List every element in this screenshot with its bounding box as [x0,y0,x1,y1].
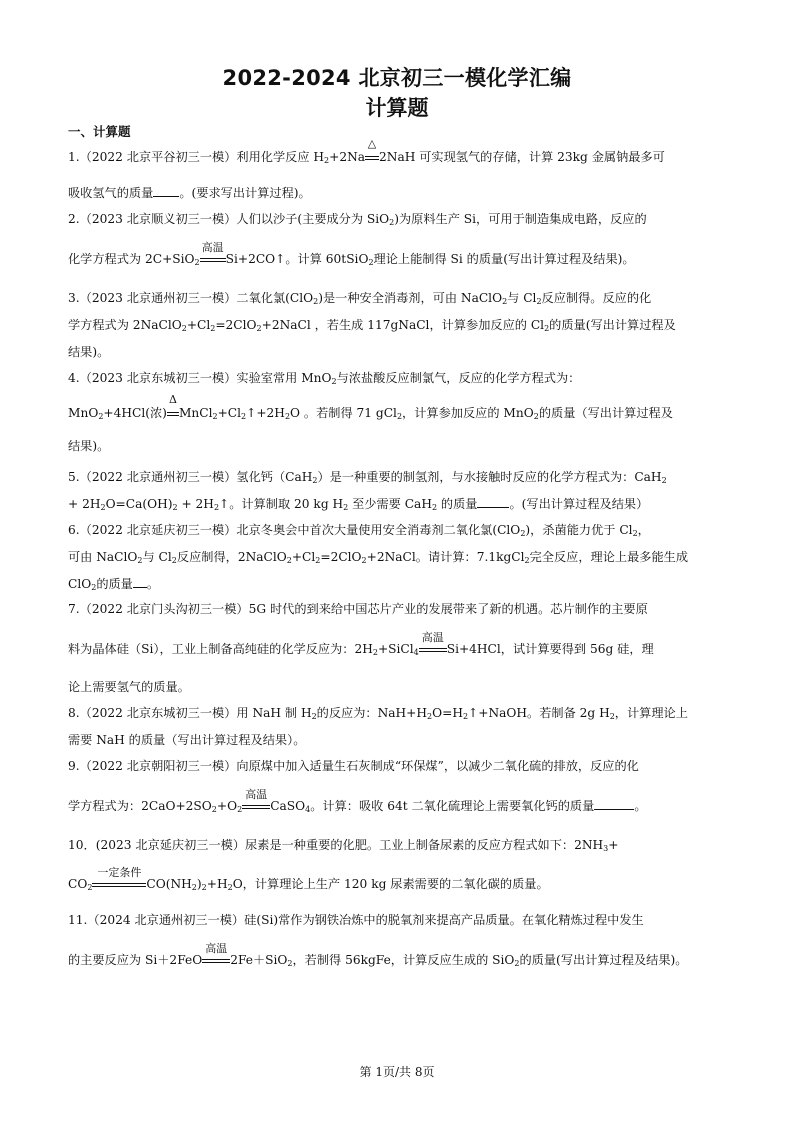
page-footer: 第 1页/共 8页 [359,1065,435,1079]
document-page: 2022-2024 北京初三一模化学汇编 计算题 一、计算题 1.（2022 北京平谷初三一模）利用化学反应 $H_2+2Na$ △ 2NaH 可实现氢气的存储，计算 23kg 金属钠最多可 吸收氢气的质量 。(要求写出计算过程)。 2.（2023 北京顺义初三一模）人们以沙子(主要成分为 SiO$_2$)为原料生产 Si，可用于制造集成电路，反应的 化学方程式为 2C+SiO$_2$ 高温 Si+2CO↑。计算 60tSiO$_2$理论上能制得 Si 的质量(写出计算过程及结果)。 3.（2023 北京通州初三一模）二氧化氯(ClO$_2$)是一种安全消毒剂，可由 NaClO$_2$与 $Cl_2$反应制得。反应的化 学方程式为 $2NaClO_2+Cl_2=2ClO_2+2NaCl$ ，若生成 117gNaCl，计算参加反应的 $Cl_2$的质量(写出计算过程及 结果)。 4.（2023 北京东城初三一模）实验室常用 MnO$_2$与浓盐酸反应制氯气，反应的化学方程式为： MnO$_2$+4HCl(浓) Δ $MnCl_2+Cl_2↑+2H_2O$ 。若制得 71 gCl$_2$，计算参加反应的 MnO$_2$的质量（写出计算过程及 结果)。 5.（2022 北京通州初三一模）氢化钙（CaH$_2$）是一种重要的制氢剂，与水接触时反应的化学方程式为：CaH$_2$ + $2H_2O=Ca(OH)_2$ + $2H_2↑$。计算制取 20 kg $H_2$ 至少需要 CaH$_2$ 的质量 。(写出计算过程及结果） 6.（2022 北京延庆初三一模）北京冬奥会中首次大量使用安全消毒剂二氧化氯(ClO$_2$)，杀菌能力优于 $Cl_2$， 可由 NaClO$_2$与 $Cl_2$反应制得，$2NaClO_2+Cl_2=2ClO_2+2NaCl$。请计算：7.1kgCl$_2$完全反应，理论上最多能生成 ClO$_2$的质量 。 7.（2022 北京门头沟初三一模）5G 时代的到来给中国芯片产业的发展带来了新的机遇。芯片制作的主要原 料为晶体硅（Si），工业上制备高纯硅的化学反应为：$2H_2+SiCl_4$ 高温 Si+4HCl，试计算要得到 56g 硅，理 论上需要氢气的质量。 8.（2022 北京东城初三一模）用 NaH 制 $H_2$的反应为：$NaH+H_2O=H_2↑+NaOH$。若制备 2g $H_2$，计算理论上 需要 NaH 的质量（写出计算过程及结果）。 9.（2022 北京朝阳初三一模）向原煤中加入适量生石灰制成“环保煤”，以减少二氧化硫的排放，反应的化 学方程式为：$2CaO+2SO_2+O_2$ 高温 CaSO$_4$。计算：吸收 64t 二氧化硫理论上需要氧化钙的质量 。 10．(2023 北京延庆初三一模）尿素是一种重要的化肥。工业上制备尿素的反应方程式如下：$2NH_3+$ $CO_2$ 一定条件 $CO(NH_2)_2+H_2O$，计算理论上生产 120 kg 尿素需要的二氧化碳的质量。 11.（2024 北京通州初三一模）硅(Si)常作为钢铁冶炼中的脱氧剂来提高产品质量。在氧化精炼过程中发生 的主要反应为 Si＋2FeO 高温 2Fe＋SiO$_2$，若制得 56kgFe，计算反应生成的 SiO$_2$的质量(写出计算过程及结果)。 第 1页/共 8页 [0,0,794,1123]
document-subtitle: 计算题 [365,96,429,120]
section-heading: 一、计算题 [68,124,131,139]
document-title: 2022-2024 北京初三一模化学汇编 [222,66,572,90]
